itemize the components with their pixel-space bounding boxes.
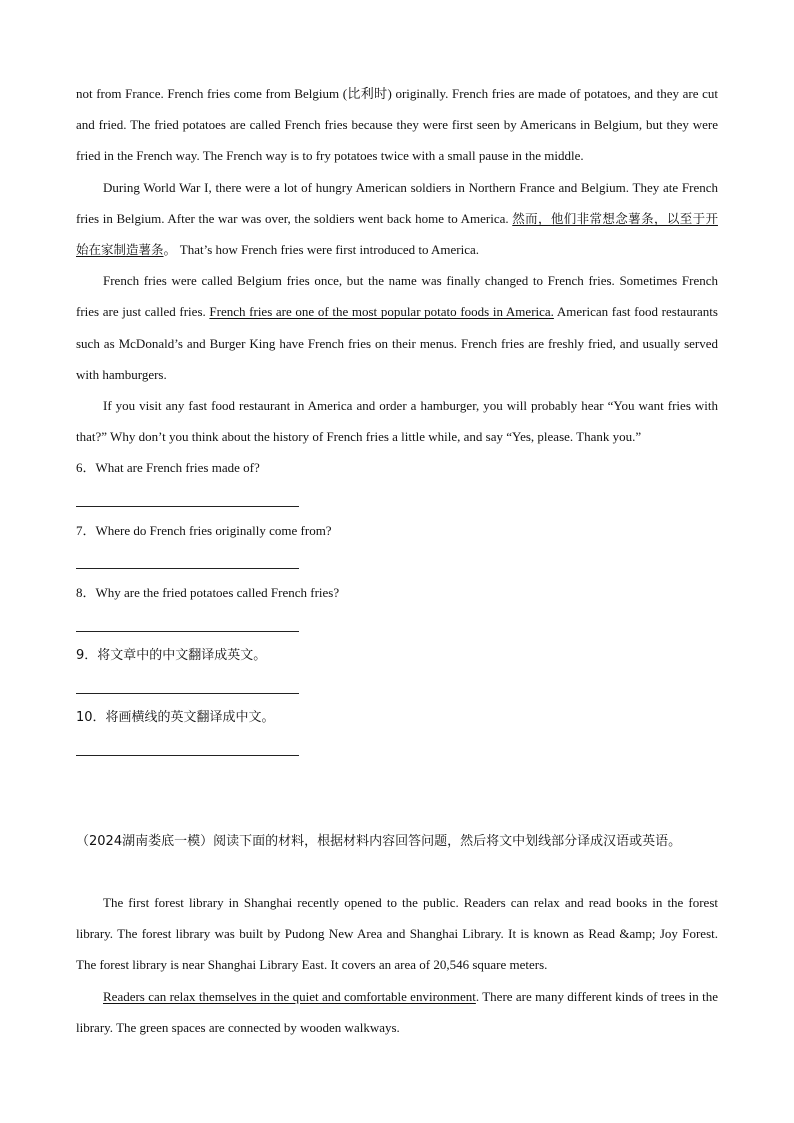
paragraph-3-text-after: American fast food restaurants such as McDonald’s and Burger King have French fries on their menus. French fries are freshly fried, and usually served with hamburgers.	[76, 304, 718, 382]
question-8: 8．Why are the fried potatoes called French fries?	[76, 585, 340, 601]
answer-line-10[interactable]	[76, 733, 299, 764]
section-2-title: （2024湖南娄底一模）阅读下面的材料，根据材料内容回答问题，然后将文中划线部分译成汉语或英语。	[76, 834, 682, 849]
answer-line-9[interactable]	[76, 671, 299, 702]
underlined-chinese-sentence: 然而，他们非常想念薯条，以至于开始在家制造薯条	[76, 210, 718, 258]
underlined-english-sentence: French fries are one of the most popular potato foods in America.	[209, 304, 554, 320]
question-7: 7．Where do French fries originally come from?	[76, 522, 332, 538]
paragraph-2-text-after: 。 That’s how French fries were first introduced to America.	[163, 242, 480, 258]
paragraph-3	[76, 265, 718, 390]
underlined-forest-sentence: Readers can relax themselves in the quiet and comfortable environment	[103, 988, 476, 1004]
paragraph-2	[76, 172, 718, 266]
forest-paragraph-1	[76, 887, 718, 981]
forest-paragraph-1-text: The first forest library in Shanghai recently opened to the public. Readers can relax and read books in the forest library. The forest library was built by Pudong New Area and Shanghai Library. It is known as Read &amp; Joy Forest. The forest library is near Shanghai Library East. It covers an area of 20,546 square meters.	[76, 895, 718, 973]
paragraph-2-text-before: During World War I, there were a lot of hungry American soldiers in Northern France and Belgium. They ate French fries in Belgium. After the war was over, the soldiers went back home to America.	[76, 179, 718, 226]
answer-line-7[interactable]	[76, 546, 299, 577]
question-10: 10．将画横线的英文翻译成中文。	[76, 709, 275, 725]
paragraph-4	[76, 390, 718, 452]
paragraph-4-text: If you visit any fast food restaurant in America and order a hamburger, you will probably hear “You want fries with that?” Why don’t you think about the history of French fries a little while, and say “Yes, please. Thank you.”	[76, 398, 718, 445]
answer-line-8[interactable]	[76, 608, 299, 639]
question-list	[76, 452, 718, 764]
answer-line-6[interactable]	[76, 484, 299, 515]
forest-paragraph-2-text-after: . There are many different kinds of trees in the library. The green spaces are connected by wooden walkways.	[76, 988, 718, 1035]
paragraph-3-text-before: French fries were called Belgium fries once, but the name was finally changed to French fries. Sometimes French fries are just called fries.	[76, 273, 718, 320]
question-6: 6．What are French fries made of?	[76, 460, 260, 476]
paragraph-1-text: not from France. French fries come from Belgium (比利时) originally. French fries are made of potatoes, and they are cut and fried. The fried potatoes are called French fries because they were first seen by Americans in Belgium, but they were fried in the French way. The French way is to fry potatoes twice with a small pause in the middle.	[76, 86, 718, 164]
passage-forest-library	[76, 887, 718, 1043]
paragraph-1	[76, 78, 718, 172]
forest-paragraph-2	[76, 981, 718, 1043]
question-9: 9．将文章中的中文翻译成英文。	[76, 647, 267, 663]
passage-french-fries	[76, 78, 718, 764]
